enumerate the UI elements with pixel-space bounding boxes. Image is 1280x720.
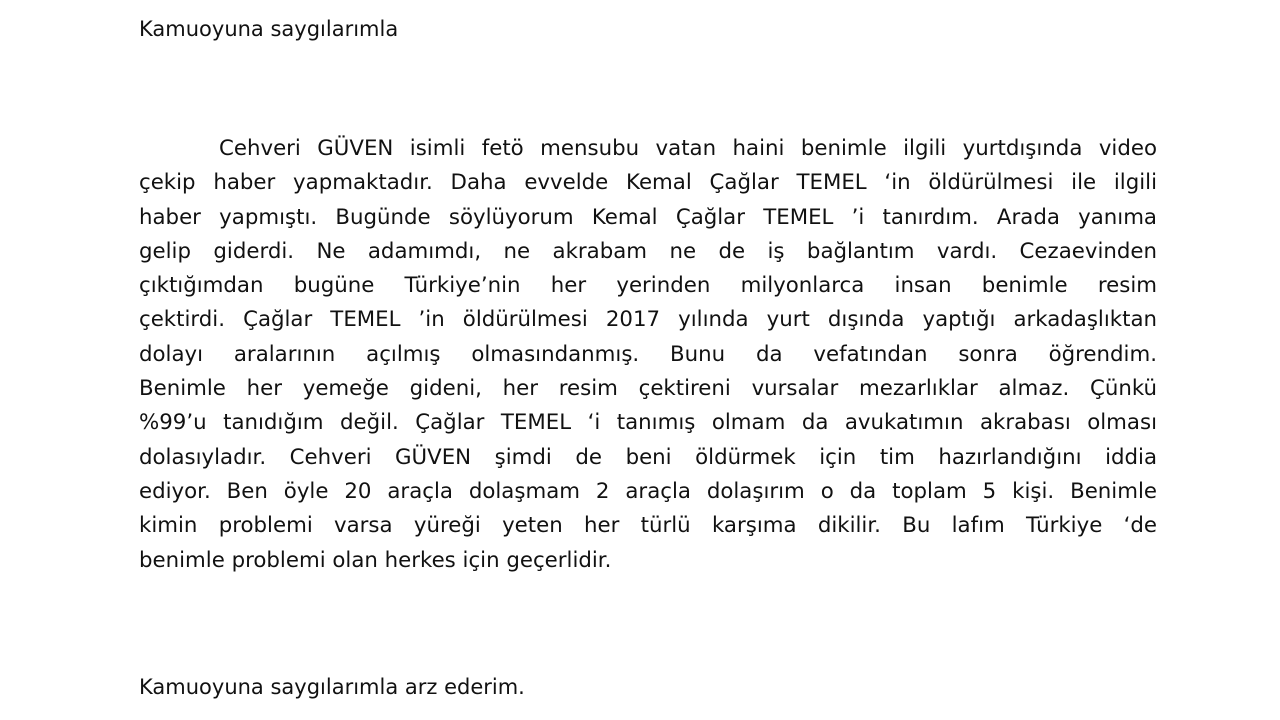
paragraph-line: Cehveri GÜVEN isimli fetö mensubu vatan haini benimle ilgili yurtdışında video <box>219 136 1157 161</box>
paragraph-line: benimle problemi olan herkes için geçerlidir. <box>139 547 612 573</box>
closing-text: Kamuoyuna saygılarımla arz ederim. <box>139 675 525 699</box>
paragraph-line: ediyor. Ben öyle 20 araçla dolaşmam 2 araçla dolaşırım o da toplam 5 kişi. Benimle <box>139 478 1157 504</box>
paragraph-line: çıktığımdan bugüne Türkiye’nin her yerinden milyonlarca insan benimle resim <box>139 273 1157 299</box>
paragraph-line: dolasıyladır. Cehveri GÜVEN şimdi de beni öldürmek için tim hazırlandığını iddia <box>139 444 1157 470</box>
paragraph-line: kimin problemi varsa yüreği yeten her türlü karşıma dikilir. Bu lafım Türkiye ‘de <box>139 513 1157 539</box>
salutation-text: Kamuoyuna saygılarımla <box>139 17 399 41</box>
paragraph-line: Benimle her yemeğe gideni, her resim çektireni vursalar mezarlıklar almaz. Çünkü <box>139 376 1157 402</box>
paragraph-line: çekip haber yapmaktadır. Daha evvelde Kemal Çağlar TEMEL ‘in öldürülmesi ile ilgili <box>139 170 1157 196</box>
paragraph-line: haber yapmıştı. Bugünde söylüyorum Kemal Çağlar TEMEL ’i tanırdım. Arada yanıma <box>139 204 1157 230</box>
paragraph-line: çektirdi. Çağlar TEMEL ’in öldürülmesi 2017 yılında yurt dışında yaptığı arkadaşlıktan <box>139 307 1157 333</box>
paragraph-line: %99’u tanıdığım değil. Çağlar TEMEL ‘i tanımış olmam da avukatımın akrabası olması <box>139 410 1157 436</box>
paragraph-line: dolayı aralarının açılmış olmasındanmış. Bunu da vefatından sonra öğrendim. <box>139 341 1157 367</box>
statement-paragraph <box>139 132 1157 578</box>
paragraph-line: gelip giderdi. Ne adamımdı, ne akrabam ne de iş bağlantım vardı. Cezaevinden <box>139 238 1157 264</box>
